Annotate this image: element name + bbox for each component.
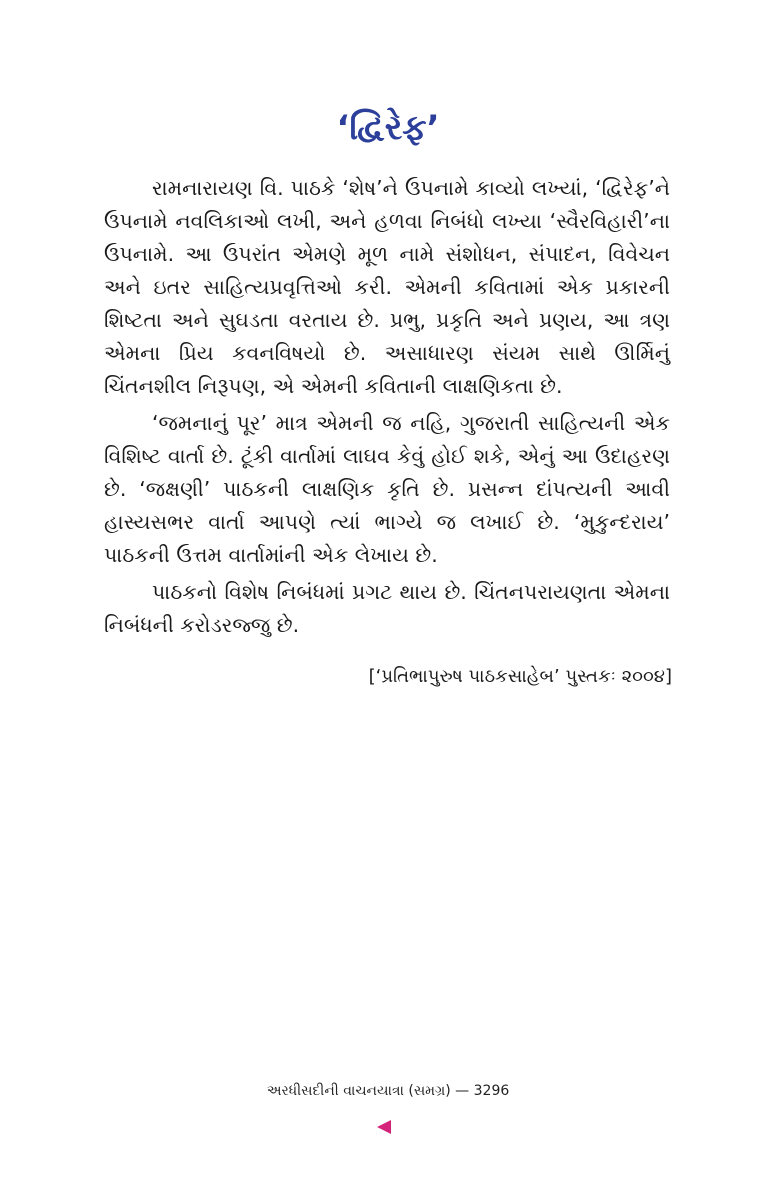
paragraph-1: રામનારાયણ વિ. પાઠકે ‘શેષ’ને ઉપનામે કાવ્યો લખ્યાં, ‘દ્વિરેફ’ને ઉપનામે નવલિકાઓ લખી, અને હળવા નિબંધો લખ્યા ‘સ્વૈરવિહારી’ના ઉપનામે. આ ઉપરાંત એમણે મૂળ નામે સંશોધન, સંપાદન, વિવેચન અને ઇતર સાહિત્યપ્રવૃત્તિઓ કરી. એમની કવિતામાં એક પ્રકારની શિષ્ટતા અને સુઘડતા વરતાય છે. પ્રભુ, પ્રકૃતિ અને પ્રણય, આ ત્રણ એમના પ્રિય કવનવિષયો છે. અસાધારણ સંયમ સાથે ઊર્મિનું ચિંતનશીલ નિરૂપણ, એ એમની કવિતાની લાક્ષણિકતા છે. bbox=[104, 176, 670, 398]
paragraph-3: પાઠકનો વિશેષ નિબંધમાં પ્રગટ થાય છે. ચિંતનપરાયણતા એમના નિબંધની કરોડરજ્જુ છે. bbox=[104, 580, 670, 637]
article-body bbox=[104, 172, 670, 646]
triangle-left-icon[interactable] bbox=[377, 1120, 391, 1134]
source-citation: [‘પ્રતિભાપુરુષ પાઠકસાહેબ’ પુસ્તકઃ ૨૦૦૪] bbox=[368, 666, 672, 687]
page-title: ‘દ્વિરેફ’ bbox=[336, 108, 440, 148]
page-footer: અરધીસદીની વાચનયાત્રા (સમગ્ર) — 3296 bbox=[266, 1083, 510, 1099]
paragraph-2: ‘જમનાનું પૂર’ માત્ર એમની જ નહિ, ગુજરાતી સાહિત્યની એક વિશિષ્ટ વાર્તા છે. ટૂંકી વાર્તામાં લાઘવ કેવું હોઈ શકે, એનું આ ઉદાહરણ છે. ‘જક્ષણી’ પાઠકની લાક્ષણિક કૃતિ છે. પ્રસન્ન દાંપત્યની આવી હાસ્યસભર વાર્તા આપણે ત્યાં ભાગ્યે જ લખાઈ છે. ‘મુકુન્દરાય’ પાઠકની ઉત્તમ વાર્તામાંની એક લેખાય છે. bbox=[104, 411, 670, 567]
